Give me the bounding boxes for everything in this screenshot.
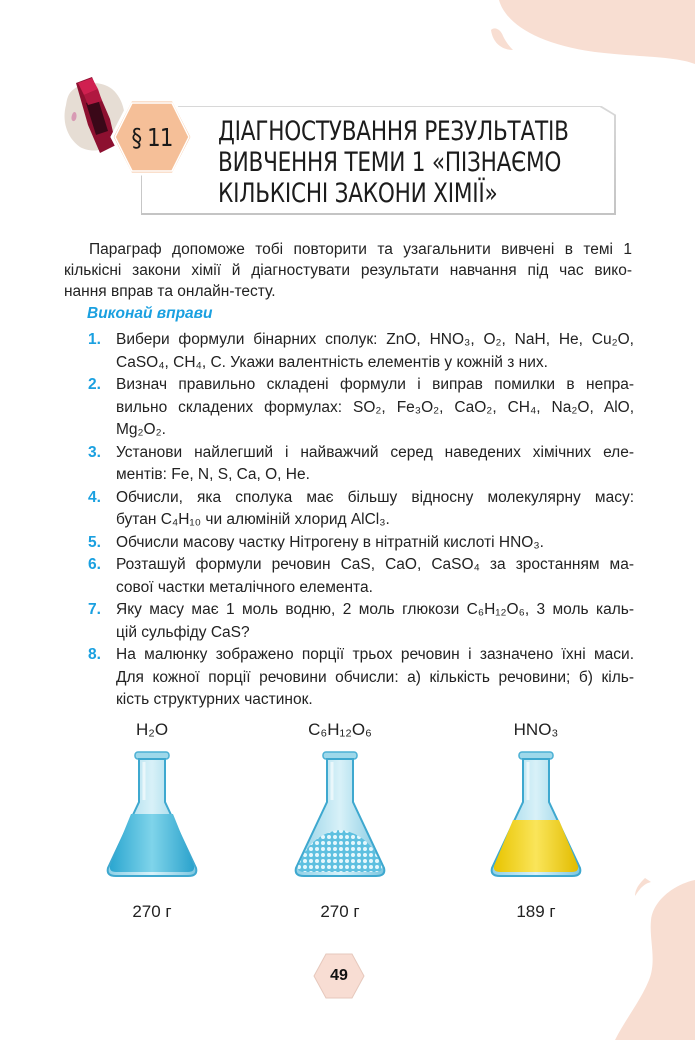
exercise-line: бутан C₄H₁₀ чи алюміній хлорид AlCl₃. [116,511,390,528]
exercise-line: Для кожної порції речовини обчисли: а) кількість речовини; б) кіль- [116,668,634,686]
flask-figure-water [82,720,222,922]
title-line: ВИВЧЕННЯ ТЕМИ 1 «ПІЗНАЄМО [218,147,562,178]
exercise-line: кість структурних частинок. [116,691,313,708]
decorative-blob-bottom [615,870,695,1040]
exercise-line: ментів: Fe, N, S, Ca, O, He. [116,466,310,483]
section-number: § 11 [131,122,173,152]
flask-formula: HNO₃ [513,720,559,739]
exercise-number: 4. [88,488,101,506]
exercise-number: 5. [88,533,101,551]
flask-mass: 189 г [516,902,556,921]
exercise-line: Обчисли масову частку Нітрогену в нітратній кислоті HNO₃. [116,533,544,551]
exercise-line: Розташуй формули речовин CaS, CaO, CaSO₄ за зростанням ма- [116,556,634,573]
exercises-heading: Виконай вправи [87,305,213,322]
intro-paragraph [64,239,632,302]
flask-liquid-blue-icon [102,750,202,882]
exercise-item [88,442,634,487]
exercise-line: вильно складених формулах: SO₂, Fe₃O₂, CaO₂, CH₄, Na₂O, AlO, [116,398,634,416]
intro-line: кількісні закони хімії й діагностувати результати навчання під час вико- [64,262,632,279]
exercise-item [88,374,634,442]
exercise-number: 6. [88,556,101,573]
exercise-line: CaSO₄, CH₄, C. Укажи валентність елементів у кожній з них. [116,353,548,371]
flask-crystals-icon [290,750,390,882]
exercise-number: 2. [88,376,101,393]
exercise-item [88,644,634,712]
flask-formula: H₂O [135,720,169,739]
page-title [218,116,569,209]
flask-liquid-yellow-icon [486,750,586,882]
exercise-list [88,329,634,712]
flask-formula: C₆H₁₂O₆ [308,720,372,739]
flask-figure-glucose [270,720,410,922]
title-line: КІЛЬКІСНІ ЗАКОНИ ХІМІЇ» [218,178,498,209]
exercise-number: 1. [88,331,101,348]
page-number: 49 [330,967,348,984]
exercise-number: 3. [88,443,101,461]
exercise-line: Mg₂O₂. [116,421,166,438]
exercise-item [88,554,634,599]
flask-figure-nitric-acid [466,720,606,922]
exercise-number: 7. [88,601,101,618]
exercise-line: Обчисли, яка сполука має більшу відносну молекулярну масу: [116,488,634,506]
intro-line: Параграф допоможе тобі повторити та узагальнити вивчені в темі 1 [89,241,632,258]
intro-line: нання вправ та онлайн-тесту. [64,283,276,300]
exercise-item [88,487,634,532]
exercise-line: Установи найлегший і найважчий серед наведених хімічних еле- [116,443,634,461]
exercise-line: Яку масу має 1 моль водню, 2 моль глюкози C₆H₁₂O₆, 3 моль каль- [116,601,634,618]
exercise-item [88,329,634,374]
flask-mass: 270 г [132,902,172,921]
chapter-header [0,0,695,230]
exercise-item [88,532,634,555]
title-line: ДІАГНОСТУВАННЯ РЕЗУЛЬТАТІВ [218,116,569,147]
flask-mass: 270 г [320,902,360,921]
exercise-line: сової частки металічного елемента. [116,578,373,596]
exercise-line: На малюнку зображено порції трьох речовин і зазначено їхні маси. [116,646,634,663]
exercise-number: 8. [88,646,101,663]
exercise-line: Визнач правильно складені формули і виправ помилки в непра- [116,376,634,393]
exercise-item [88,599,634,644]
exercise-line: цій сульфіду CaS? [116,623,250,641]
exercise-line: Вибери формули бінарних сполук: ZnO, HNO₃, O₂, NaH, He, Cu₂O, [116,331,634,348]
